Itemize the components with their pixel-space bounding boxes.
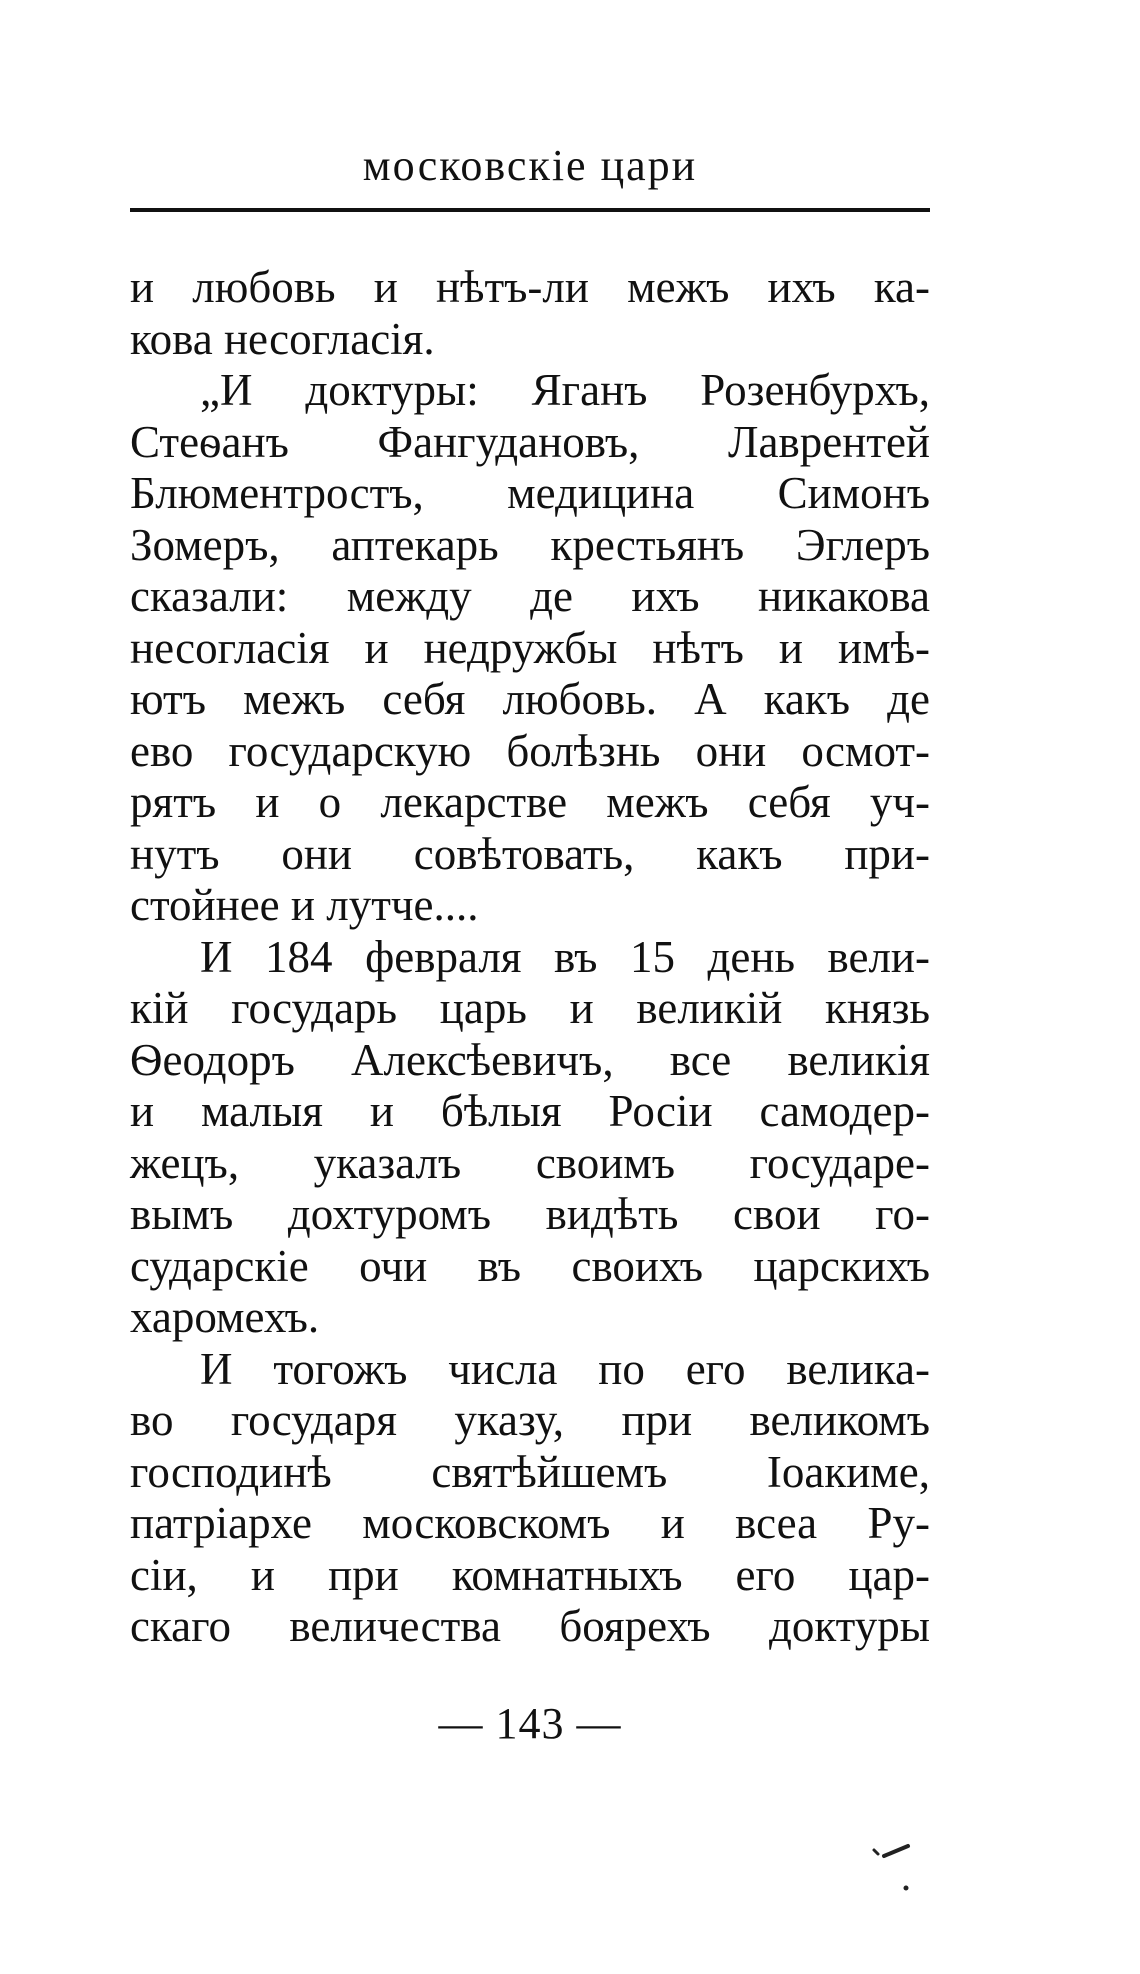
text-line: Зомеръ, аптекарь крестьянъ Эглеръ	[130, 519, 930, 570]
text-line: скаго величества боярехъ доктуры	[130, 1601, 930, 1651]
text-line: несогласія и недружбы нѣтъ и имѣ-	[130, 622, 930, 673]
text-line: патріархе московскомъ и всеа Ру-	[130, 1498, 930, 1548]
text-line: во государя указу, при великомъ	[130, 1395, 930, 1445]
page-body-text	[130, 262, 930, 1653]
text-line: и любовь и нѣтъ-ли межъ ихъ ка-	[130, 262, 930, 312]
text-line: И тогожъ числа по его велика-	[200, 1343, 930, 1394]
text-line: господинѣ святѣйшемъ Іоакиме,	[130, 1446, 930, 1497]
text-line: „И доктуры: Яганъ Розенбурхъ,	[200, 365, 930, 415]
text-line: ево государскую болѣзнь они осмот-	[130, 725, 930, 776]
text-line: кій государь царь и великій князь	[130, 983, 930, 1033]
text-line: сударскіе очи въ своихъ царскихъ	[130, 1240, 930, 1291]
text-line: сказали: между де ихъ никакова	[130, 571, 930, 621]
text-line: рятъ и о лекарстве межъ себя уч-	[130, 777, 930, 827]
text-line: Стеѳанъ Фангудановъ, Лаврентей	[130, 416, 930, 467]
text-line: кова несогласія.	[130, 313, 435, 364]
text-line: жецъ, указалъ своимъ государе-	[130, 1137, 930, 1188]
running-title: московскіе цари	[362, 141, 698, 190]
text-line: харомехъ.	[130, 1292, 320, 1342]
text-line: сіи, и при комнатныхъ его цар-	[130, 1549, 930, 1600]
page-number: — 143 —	[438, 1699, 622, 1748]
header-rule	[130, 208, 930, 212]
text-line: нутъ они совѣтовать, какъ при-	[130, 828, 930, 879]
text-line: Блюментростъ, медицина Симонъ	[130, 468, 930, 518]
text-line: И 184 февраля въ 15 день вели-	[200, 931, 930, 982]
text-line: вымъ дохтуромъ видѣть свои го-	[130, 1189, 930, 1239]
text-line: и малыя и бѣлыя Росіи самодер-	[130, 1086, 930, 1136]
ink-specks	[868, 1836, 928, 1906]
text-line: стойнее и лутче....	[130, 880, 479, 930]
text-line: ютъ межъ себя любовь. А какъ де	[130, 674, 930, 724]
text-line: Ѳеодоръ Алексѣевичъ, все великія	[130, 1034, 930, 1085]
